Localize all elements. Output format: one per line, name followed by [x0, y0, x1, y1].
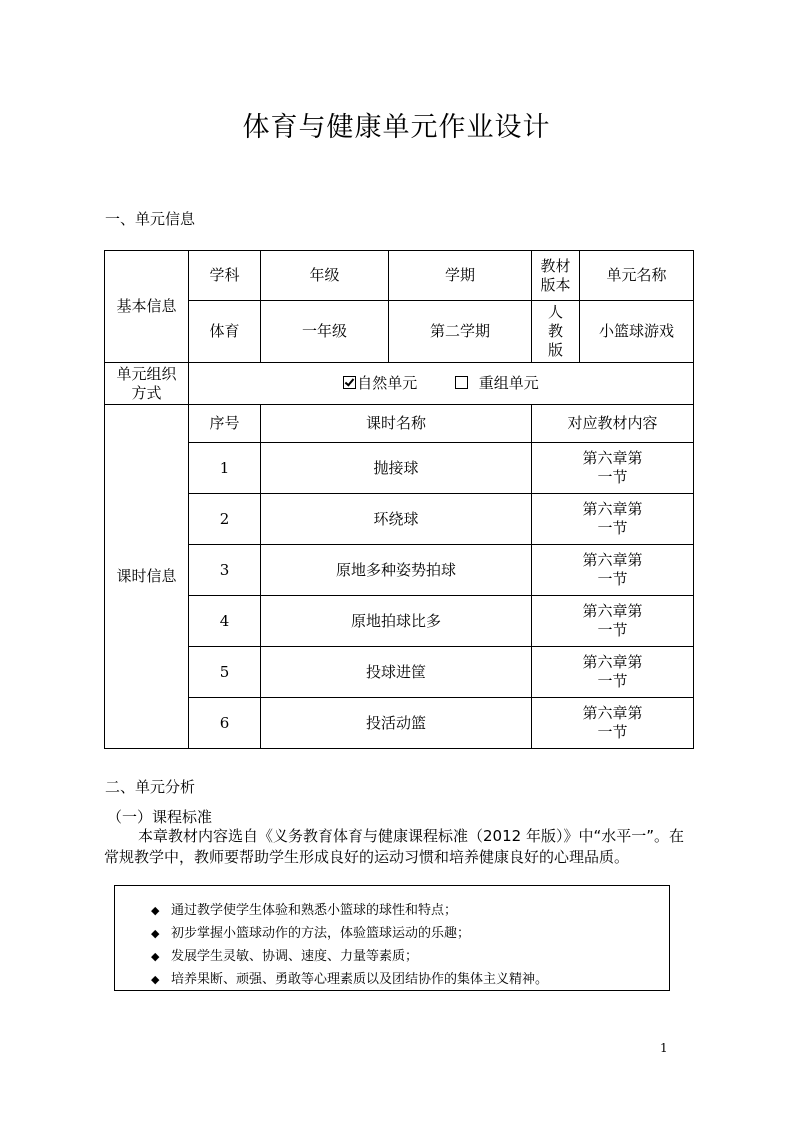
lesson-header-name: 课时名称	[261, 405, 532, 443]
value-subject: 体育	[189, 301, 261, 363]
lesson-no: 5	[189, 647, 261, 698]
header-unit-name: 单元名称	[580, 251, 694, 301]
lesson-info-label: 课时信息	[105, 405, 189, 749]
lesson-content: 第六章第一节	[532, 596, 694, 647]
lesson-no: 1	[189, 443, 261, 494]
table-row	[105, 545, 694, 596]
list-item: ◆ 初步掌握小篮球动作的方法，体验篮球运动的乐趣；	[151, 922, 669, 945]
document-title: 体育与健康单元作业设计	[242, 112, 551, 143]
value-semester: 第二学期	[389, 301, 532, 363]
diamond-bullet-icon: ◆	[151, 927, 160, 940]
checked-checkbox-icon[interactable]	[343, 376, 356, 389]
section-heading-unit-info: 一、单元信息	[105, 210, 196, 228]
lesson-content: 第六章第一节	[532, 443, 694, 494]
org-label: 单元组织方式	[105, 363, 189, 405]
header-textbook: 教材版本	[532, 251, 580, 301]
basic-info-label: 基本信息	[105, 251, 189, 363]
curriculum-paragraph	[104, 826, 694, 868]
option-regroup-unit: 重组单元	[478, 374, 539, 392]
lesson-name: 抛接球	[261, 443, 532, 494]
lesson-content: 第六章第一节	[532, 698, 694, 749]
lesson-name: 原地多种姿势拍球	[261, 545, 532, 596]
table-row	[105, 494, 694, 545]
lesson-header-no: 序号	[189, 405, 261, 443]
header-semester: 学期	[389, 251, 532, 301]
table-row	[105, 596, 694, 647]
lesson-no: 2	[189, 494, 261, 545]
option-natural-unit: 自然单元	[357, 374, 418, 392]
lesson-header-content: 对应教材内容	[532, 405, 694, 443]
lesson-name: 环绕球	[261, 494, 532, 545]
lesson-content: 第六章第一节	[532, 494, 694, 545]
lesson-content: 第六章第一节	[532, 647, 694, 698]
table-row	[105, 443, 694, 494]
subsection-heading-curriculum: （一）课程标准	[107, 808, 213, 826]
org-options	[189, 363, 694, 405]
diamond-bullet-icon: ◆	[151, 950, 160, 963]
goals-box	[114, 885, 670, 991]
list-item: ◆ 培养果断、顽强、勇敢等心理素质以及团结协作的集体主义精神。	[151, 968, 669, 991]
diamond-bullet-icon: ◆	[151, 904, 160, 917]
section-heading-unit-analysis: 二、单元分析	[105, 778, 196, 796]
list-item: ◆ 发展学生灵敏、协调、速度、力量等素质；	[151, 945, 669, 968]
list-item: ◆ 通过教学使学生体验和熟悉小篮球的球性和特点；	[151, 899, 669, 922]
lesson-name: 原地拍球比多	[261, 596, 532, 647]
value-textbook: 人教版	[532, 301, 580, 363]
table-row	[105, 647, 694, 698]
paragraph-text: 本章教材内容选自《义务教育体育与健康课程标准（2012 年版）》中“水平一”。在常规教学中，教师要帮助学生形成良好的运动习惯和培养健康良好的心理品质。	[104, 827, 684, 866]
value-grade: 一年级	[261, 301, 389, 363]
lesson-name: 投活动篮	[261, 698, 532, 749]
unit-info-table	[104, 250, 694, 749]
diamond-bullet-icon: ◆	[151, 973, 160, 986]
lesson-name: 投球进筐	[261, 647, 532, 698]
unchecked-checkbox-icon[interactable]	[455, 376, 468, 389]
lesson-no: 6	[189, 698, 261, 749]
header-subject: 学科	[189, 251, 261, 301]
lesson-content: 第六章第一节	[532, 545, 694, 596]
page-number: 1	[660, 1041, 668, 1055]
table-row	[105, 698, 694, 749]
lesson-no: 4	[189, 596, 261, 647]
lesson-no: 3	[189, 545, 261, 596]
value-unit-name: 小篮球游戏	[580, 301, 694, 363]
header-grade: 年级	[261, 251, 389, 301]
